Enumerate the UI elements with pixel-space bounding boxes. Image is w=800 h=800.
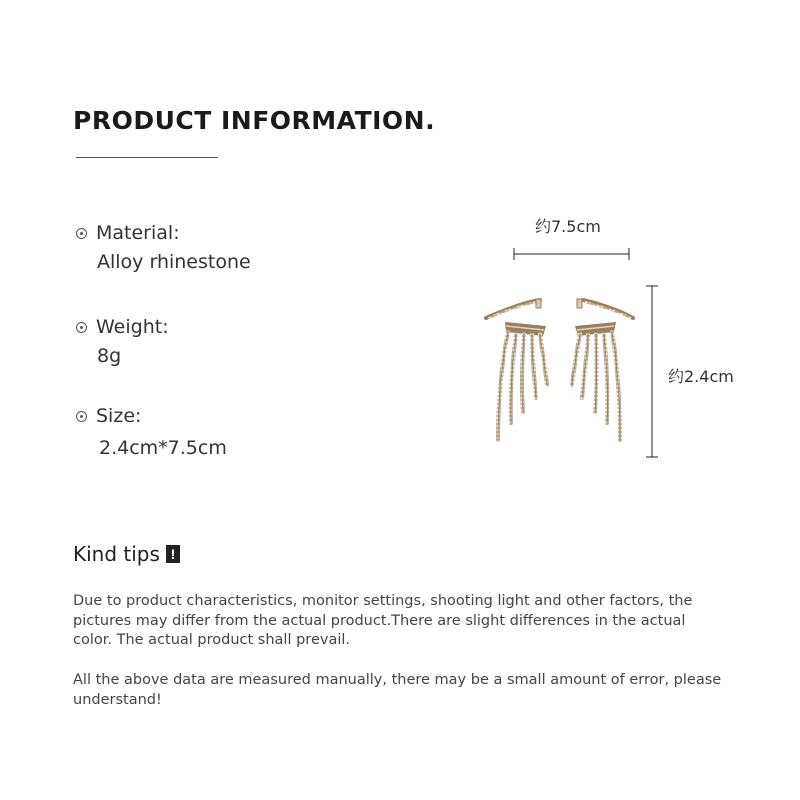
spec-label: Size: bbox=[96, 405, 142, 427]
spec-label: Material: bbox=[96, 222, 180, 244]
height-dimension-line bbox=[646, 286, 658, 457]
spec-material bbox=[76, 220, 251, 273]
spec-weight bbox=[76, 314, 169, 367]
left-earring bbox=[486, 299, 547, 440]
spec-size bbox=[76, 403, 227, 459]
exclamation-icon: ! bbox=[166, 545, 180, 563]
spec-value: Alloy rhinestone bbox=[97, 251, 251, 273]
spec-value: 8g bbox=[97, 345, 122, 367]
tip-paragraph-disclaimer: Due to product characteristics, monitor settings, shooting light and other factors, the pictures may differ from the actual product.There are slight differences in the actual color. The actual product shall prevail. bbox=[73, 593, 693, 648]
spec-label: Weight: bbox=[96, 316, 169, 338]
tip-paragraph-measurement: All the above data are measured manually, there may be a small amount of error, please understand! bbox=[73, 672, 722, 708]
right-earring bbox=[572, 299, 633, 440]
kind-tips-heading bbox=[73, 542, 180, 566]
title-underline bbox=[76, 157, 218, 158]
bullet-icon bbox=[76, 322, 87, 333]
bullet-icon bbox=[76, 411, 87, 422]
height-dimension-label: 约2.4cm bbox=[668, 367, 734, 386]
width-dimension-label: 约7.5cm bbox=[535, 217, 601, 236]
spec-value: 2.4cm*7.5cm bbox=[99, 437, 227, 459]
width-dimension-line bbox=[514, 248, 629, 260]
kind-tips-title: Kind tips bbox=[73, 542, 160, 566]
page-title: PRODUCT INFORMATION. bbox=[73, 106, 436, 135]
bullet-icon bbox=[76, 228, 87, 239]
